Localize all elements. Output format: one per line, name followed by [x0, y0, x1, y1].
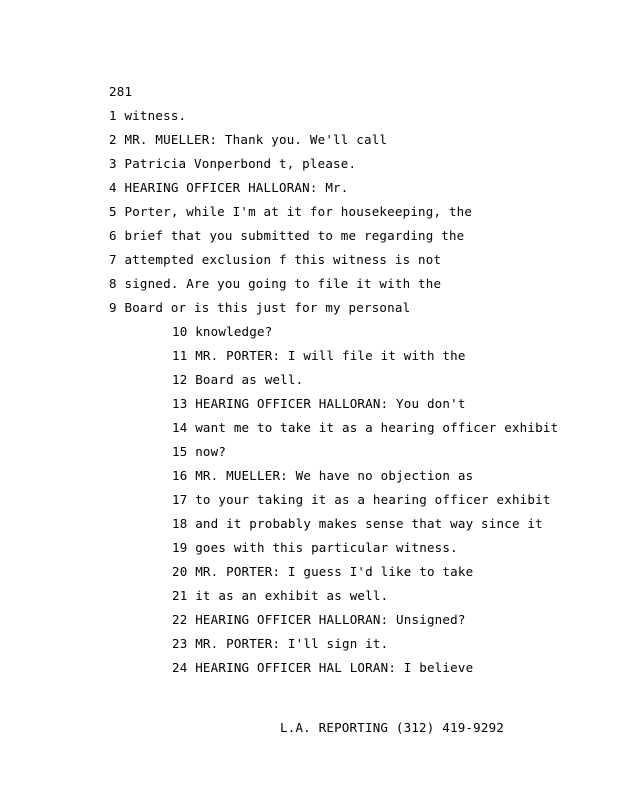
line-text: MR. PORTER: I will file it with the — [195, 348, 466, 363]
transcript-line-9 — [109, 301, 410, 315]
line-number: 16 — [172, 468, 188, 483]
transcript-line-13 — [172, 397, 466, 411]
line-text: Board or is this just for my personal — [124, 300, 411, 315]
transcript-line-8 — [109, 277, 441, 291]
transcript-line-15 — [172, 445, 226, 459]
transcript-line-23 — [172, 637, 388, 651]
line-number: 12 — [172, 372, 188, 387]
transcript-line-17 — [172, 493, 551, 507]
line-text: HEARING OFFICER HALLORAN: Unsigned? — [195, 612, 466, 627]
transcript-line-11 — [172, 349, 466, 363]
line-text: brief that you submitted to me regarding the — [124, 228, 465, 243]
transcript-line-19 — [172, 541, 458, 555]
line-number: 2 — [109, 132, 117, 147]
line-number: 1 — [109, 108, 117, 123]
transcript-line-12 — [172, 373, 303, 387]
line-text: it as an exhibit as well. — [195, 588, 389, 603]
transcript-line-7 — [109, 253, 441, 267]
line-text: knowledge? — [195, 324, 273, 339]
line-number: 19 — [172, 540, 188, 555]
line-text: HEARING OFFICER HALLORAN: You don't — [195, 396, 466, 411]
line-text: Porter, while I'm at it for housekeeping, the — [124, 204, 473, 219]
line-text: MR. PORTER: I guess I'd like to take — [195, 564, 474, 579]
line-text: to your taking it as a hearing officer exhibit — [195, 492, 551, 507]
line-text: want me to take it as a hearing officer exhibit — [195, 420, 559, 435]
line-number: 13 — [172, 396, 188, 411]
line-number: 22 — [172, 612, 188, 627]
line-text: MR. MUELLER: Thank you. We'll call — [124, 132, 388, 147]
transcript-line-4 — [109, 181, 349, 195]
line-text: witness. — [124, 108, 187, 123]
line-number: 10 — [172, 324, 188, 339]
line-text: Patricia Vonperbond t, please. — [124, 156, 357, 171]
line-text: Board as well. — [195, 372, 304, 387]
line-number: 15 — [172, 444, 188, 459]
line-text: MR. PORTER: I'll sign it. — [195, 636, 389, 651]
line-text: HEARING OFFICER HAL LORAN: I believe — [195, 660, 474, 675]
line-number: 23 — [172, 636, 188, 651]
reporter-footer: L.A. REPORTING (312) 419-9292 — [280, 720, 505, 735]
transcript-line-3 — [109, 157, 356, 171]
line-number: 20 — [172, 564, 188, 579]
transcript-line-16 — [172, 469, 473, 483]
line-text: attempted exclusion f this witness is not — [124, 252, 442, 267]
line-text: MR. MUELLER: We have no objection as — [195, 468, 474, 483]
transcript-line-22 — [172, 613, 466, 627]
line-number: 9 — [109, 300, 117, 315]
line-number: 11 — [172, 348, 188, 363]
transcript-line-5 — [109, 205, 472, 219]
transcript-line-14 — [172, 421, 558, 435]
line-number: 24 — [172, 660, 188, 675]
transcript-line-10 — [172, 325, 272, 339]
transcript-line-1 — [109, 109, 186, 123]
transcript-line-24 — [172, 661, 473, 675]
line-number: 14 — [172, 420, 188, 435]
line-text: now? — [195, 444, 227, 459]
line-number: 3 — [109, 156, 117, 171]
line-text: HEARING OFFICER HALLORAN: Mr. — [124, 180, 349, 195]
line-number: 17 — [172, 492, 188, 507]
line-number: 21 — [172, 588, 188, 603]
line-number: 4 — [109, 180, 117, 195]
line-number: 18 — [172, 516, 188, 531]
transcript-line-2 — [109, 133, 387, 147]
line-text: goes with this particular witness. — [195, 540, 458, 555]
transcript-line-6 — [109, 229, 464, 243]
transcript-line-18 — [172, 517, 543, 531]
line-text: and it probably makes sense that way since it — [195, 516, 543, 531]
page-number: 281 — [109, 84, 133, 99]
transcript-line-20 — [172, 565, 473, 579]
line-number: 7 — [109, 252, 117, 267]
transcript-line-21 — [172, 589, 388, 603]
line-number: 8 — [109, 276, 117, 291]
line-number: 6 — [109, 228, 117, 243]
line-text: signed. Are you going to file it with the — [124, 276, 442, 291]
line-number: 5 — [109, 204, 117, 219]
